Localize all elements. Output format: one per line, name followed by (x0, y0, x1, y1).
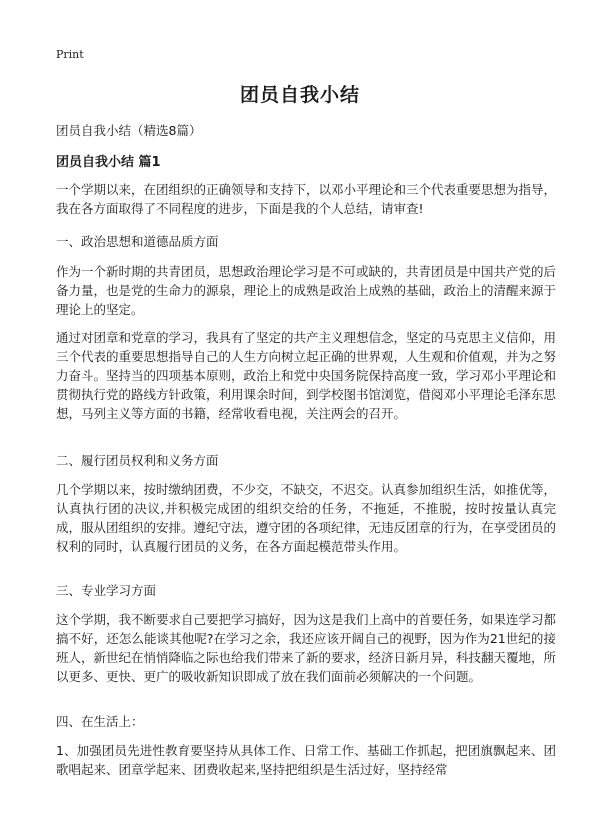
paragraph-political-1: 作为一个新时期的共青团员，思想政治理论学习是不可或缺的，共青团员是中国共产党的后备力量，也是党的生命力的源泉，理论上的成熟是政治上成熟的基础，政治上的清醒来源于理论上的坚定。 (56, 264, 557, 317)
paragraph-study: 这个学期，我不断要求自己要把学习搞好，因为这是我们上高中的首要任务，如果连学习都搞不好，还怎么能谈其他呢?在学习之余，我还应该开阔自己的视野，因为作为21世纪的接班人，新世纪在悄悄降临之际也给我们带来了新的要求，经济日新月异，科技翻天覆地，所以更多、更快、更广的吸收新知识即成了放在我们面前必须解决的一个问题。 (56, 612, 557, 684)
paragraph-rights-duties: 几个学期以来，按时缴纳团费，不少交，不缺交，不迟交。认真参加组织生活，如推优等，认真执行团的决议,并积极完成团的组织交给的任务，不拖延，不推脱，按时按量认真完成，服从团组织的安排。遵纪守法，遵守团的各项纪律，无违反团章的行为，在享受团员的权利的同时，认真履行团员的义务，在各方面起模范带头作用。 (56, 482, 557, 554)
heading-political: 一、政治思想和道德品质方面 (56, 234, 219, 249)
document-title: 团员自我小结 (239, 84, 360, 106)
document-subtitle: 团员自我小结（精选8篇） (56, 123, 202, 138)
paragraph-life: 1、加强团员先进性教育要坚持从具体工作、日常工作、基础工作抓起，把团旗飘起来、团歌唱起来、团章学起来、团费收起来,坚持把组织是生活过好，坚持经常 (56, 743, 556, 777)
intro-paragraph: 一个学期以来，在团组织的正确领导和支持下，以邓小平理论和三个代表重要思想为指导，我在各方面取得了不同程度的进步，下面是我的个人总结，请审查! (56, 182, 557, 216)
heading-life: 四、在生活上： (56, 714, 144, 729)
section-heading: 团员自我小结 篇1 (56, 155, 161, 170)
print-label: Print (56, 48, 84, 61)
heading-study: 三、专业学习方面 (56, 583, 157, 598)
heading-rights-duties: 二、履行团员权利和义务方面 (56, 453, 219, 468)
paragraph-political-2: 通过对团章和党章的学习，我具有了坚定的共产主义理想信念，坚定的马克思主义信仰，用三个代表的重要思想指导自己的人生方向树立起正确的世界观，人生观和价值观，并为之努力奋斗。坚持当的四项基本原则，政治上和党中央国务院保持高度一致，学习邓小平理论和贯彻执行党的路线方针政策，利用课余时间，到学校图书馆浏览，借阅邓小平理论毛泽东思想，马列主义等方面的书籍，经常收看电视，关注两会的召开。 (56, 330, 557, 421)
